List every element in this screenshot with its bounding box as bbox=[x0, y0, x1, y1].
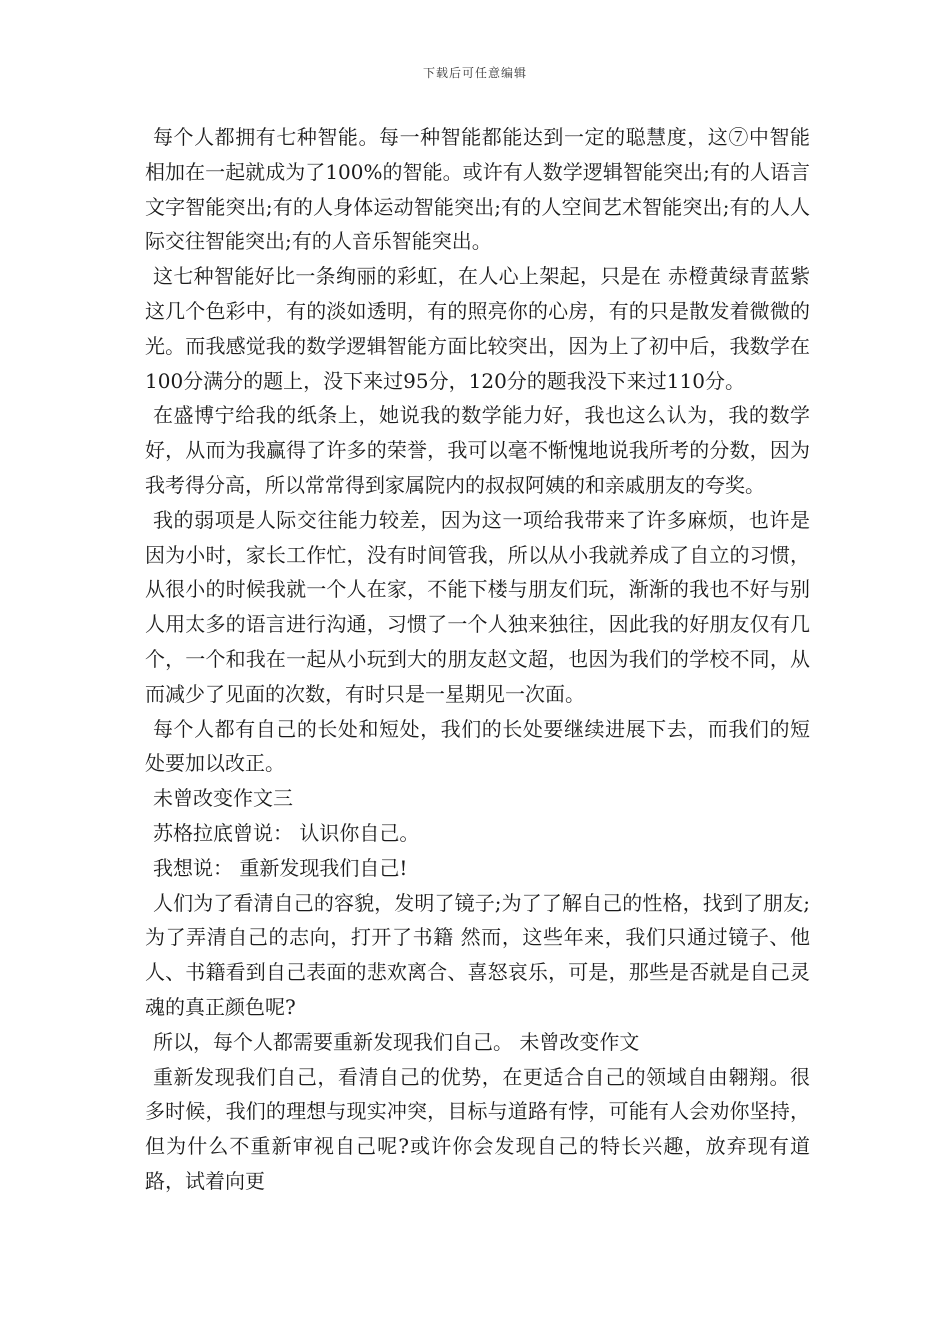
paragraph: 苏格拉底曾说： 认识你自己。 bbox=[153, 820, 420, 845]
paragraph: 每个人都拥有七种智能。每一种智能都能达到一定的聪慧度，这⑦中智能相加在一起就成为了100%的智能。或许有人数学逻辑智能突出;有的人语言文字智能突出;有的人身体运动智能突出;有的人空间艺术智能突出;有的人人际交往智能突出;有的人音乐智能突出。 bbox=[145, 125, 810, 254]
paragraph: 我的弱项是人际交往能力较差，因为这一项给我带来了许多麻烦，也许是因为小时，家长工作忙，没有时间管我，所以从小我就养成了自立的习惯，从很小的时候我就一个人在家，不能下楼与朋友们玩，渐渐的我也不好与别人用太多的语言进行沟通，习惯了一个人独来独往，因此我的好朋友仅有几个，一个和我在一起从小玩到大的朋友赵文超，也因为我们的学校不同，从而减少了见面的次数，有时只是一星期见一次面。 bbox=[145, 507, 810, 706]
paragraph: 重新发现我们自己，看清自己的优势，在更适合自己的领域自由翱翔。很多时候，我们的理想与现实冲突，目标与道路有悖，可能有人会劝你坚持，但为什么不重新审视自己呢?或许你会发现自己的特长兴趣，放弃现有道路，试着向更 bbox=[145, 1064, 810, 1193]
body-text bbox=[145, 120, 810, 1199]
paragraph: 这七种智能好比一条绚丽的彩虹，在人心上架起，只是在 赤橙黄绿青蓝紫 这几个色彩中，有的淡如透明，有的照亮你的心房，有的只是散发着微微的光。而我感觉我的数学逻辑智能方面比较突出，因为上了初中后，我数学在100分满分的题上，没下来过95分，120分的题我没下来过110分。 bbox=[145, 264, 810, 393]
paragraph: 人们为了看清自己的容貌，发明了镜子;为了了解自己的性格，找到了朋友;为了弄清自己的志向，打开了书籍 然而，这些年来，我们只通过镜子、他人、书籍看到自己表面的悲欢离合、喜怒哀乐，可是，那些是否就是自己灵魂的真正颜色呢? bbox=[145, 890, 810, 1019]
paragraph: 我想说： 重新发现我们自己! bbox=[153, 855, 408, 880]
paragraph: 每个人都有自己的长处和短处，我们的长处要继续进展下去，而我们的短处要加以改正。 bbox=[145, 716, 810, 776]
section-title: 未曾改变作文三 bbox=[153, 786, 293, 811]
paragraph: 在盛博宁给我的纸条上，她说我的数学能力好，我也这么认为，我的数学好，从而为我赢得了许多的荣誉，我可以毫不惭愧地说我所考的分数，因为我考得分高，所以常常得到家属院内的叔叔阿姨的和亲戚朋友的夸奖。 bbox=[145, 403, 810, 497]
page-header: 下载后可任意编辑 bbox=[422, 66, 527, 80]
paragraph: 所以，每个人都需要重新发现我们自己。 未曾改变作文 bbox=[153, 1029, 640, 1054]
